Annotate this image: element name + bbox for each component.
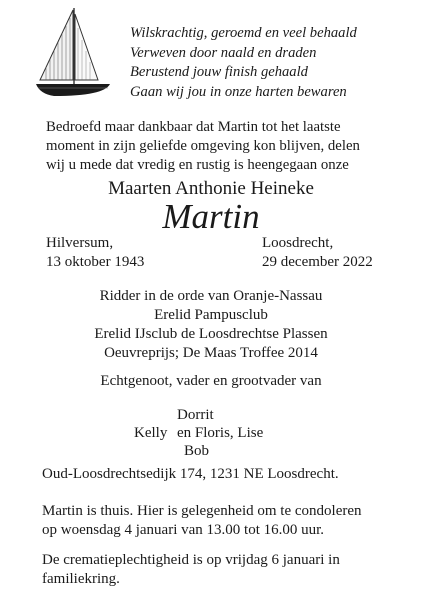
intro-line: moment in zijn geliefde omgeving kon blijven, delen (46, 138, 360, 154)
intro-line: wij u mede dat vredig en rustig is heengegaan onze (46, 157, 349, 173)
family-member: Dorrit (177, 407, 214, 423)
sailboat-illustration (34, 4, 112, 100)
honor-item: Oeuvreprijs; De Maas Troffee 2014 (104, 345, 318, 361)
birth-place: Hilversum, (46, 235, 114, 251)
visit-info (42, 502, 362, 540)
honor-item: Erelid Pampusclub (154, 307, 268, 323)
family-member: en Floris, Lise (177, 425, 264, 441)
death-info (262, 234, 373, 272)
death-place: Loosdrecht, (262, 235, 334, 251)
family-member: Kelly (134, 425, 168, 441)
call-name: Martin (162, 197, 260, 236)
visit-line: Martin is thuis. Hier is gelegenheid om te condoleren (42, 503, 362, 519)
relation-text: Echtgenoot, vader en grootvader van (100, 373, 322, 389)
death-date: 29 december 2022 (262, 254, 373, 270)
intro-line: Bedroefd maar dankbaar dat Martin tot het laatste (46, 119, 341, 135)
cremation-line: De crematieplechtigheid is op vrijdag 6 januari in (42, 552, 340, 568)
family-member: Bob (184, 443, 210, 459)
intro-text (46, 118, 360, 175)
birth-info (46, 234, 144, 272)
poem-line: Berustend jouw finish gehaald (130, 64, 308, 80)
poem-line: Gaan wij jou in onze harten bewaren (130, 83, 347, 100)
honors-list (0, 287, 422, 363)
honor-item: Ridder in de orde van Oranje-Nassau (99, 288, 323, 304)
cremation-line: familiekring. (42, 571, 120, 587)
address: Oud-Loosdrechtsedijk 174, 1231 NE Loosdrecht. (42, 466, 339, 482)
honor-item: Erelid IJsclub de Loosdrechtse Plassen (94, 326, 328, 342)
visit-line: op woensdag 4 januari van 13.00 tot 16.00 uur. (42, 522, 325, 538)
full-name: Maarten Anthonie Heineke (108, 178, 314, 199)
poem-line: Wilskrachtig, geroemd en veel behaald (130, 25, 357, 41)
cremation-info (42, 551, 340, 589)
poem (130, 24, 415, 102)
birth-date: 13 oktober 1943 (46, 254, 145, 270)
poem-line: Verweven door naald en draden (130, 44, 317, 61)
